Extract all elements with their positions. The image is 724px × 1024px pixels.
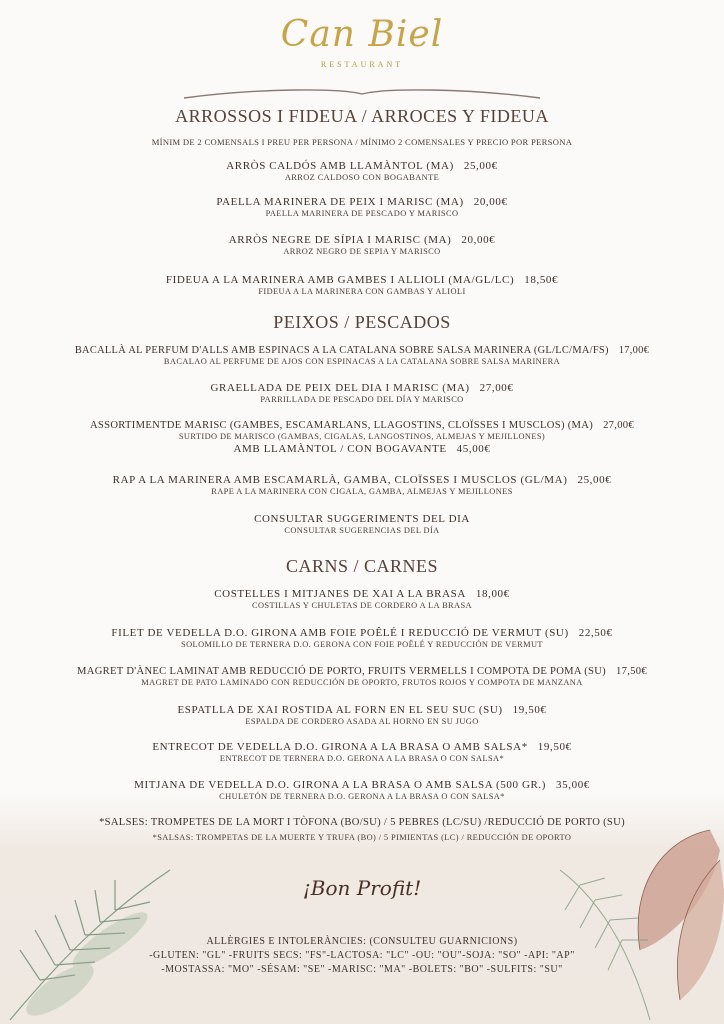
menu-item	[0, 382, 724, 404]
allergens-line-2: -MOSTASSA: "MO" -SÉSAM: "SE" -MARISC: "MA" -BOLETS: "BO" -SULFITS: "SU"	[161, 964, 563, 975]
item-description: SURTIDO DE MARISCO (GAMBAS, CIGALAS, LANGOSTINOS, ALMEJAS Y MEJILLONES)	[178, 432, 546, 441]
item-price: 17,00€	[618, 345, 650, 356]
item-extra-name: AMB LLAMÀNTOL / CON BOGAVANTE	[233, 443, 447, 455]
item-name: ARRÒS NEGRE DE SÍPIA I MARISC (MA)	[228, 234, 452, 246]
item-description: ARROZ CALDOSO CON BOGABANTE	[284, 173, 440, 182]
sauces-catalan: *SALSES: TROMPETES DE LA MORT I TÒFONA (BO/SU) / 5 PEBRES (LC/SU) /REDUCCIÓ DE PORTO (SU)	[99, 817, 625, 828]
item-description: CONSULTAR SUGERENCIAS DEL DÍA	[284, 526, 440, 535]
item-name: FIDEUA A LA MARINERA AMB GAMBES I ALLIOLI (MA/GL/LC)	[165, 274, 515, 286]
logo-wordmark: Can Biel	[280, 14, 444, 55]
menu-item	[0, 345, 724, 366]
section-title-fish: PEIXOS / PESCADOS	[273, 312, 451, 332]
item-price: 27,00€	[479, 382, 514, 394]
item-price: 18,00€	[475, 588, 510, 600]
section-title-meat: CARNS / CARNES	[285, 556, 439, 576]
item-name: MITJANA DE VEDELLA D.O. GIRONA A LA BRASA O AMB SALSA (500 GR.)	[134, 779, 547, 791]
item-description: ARROZ NEGRO DE SEPIA Y MARISCO	[283, 247, 441, 256]
menu-item	[0, 160, 724, 182]
menu-item	[0, 474, 724, 496]
item-name: ARRÒS CALDÓS AMB LLAMÀNTOL (MA)	[226, 160, 454, 172]
menu-item	[0, 588, 724, 610]
item-extra-price: 45,00€	[456, 443, 491, 455]
item-description: BACALAO AL PERFUME DE AJOS CON ESPINACAS A LA CATALANA SOBRE SALSA MARINERA	[163, 357, 561, 366]
item-name: ASSORTIMENTDE MARISC (GAMBES, ESCAMARLANS, LLAGOSTINS, CLOÏSSES I MUSCLOS) (MA)	[89, 420, 594, 431]
menu-item	[0, 741, 724, 763]
bon-profit-script: ¡Bon Profit!	[302, 876, 422, 900]
palm-leaf-left-icon	[0, 830, 200, 1024]
item-description: FIDEUA A LA MARINERA CON GAMBAS Y ALIOLI	[258, 287, 466, 296]
item-price: 17,50€	[616, 666, 647, 677]
item-description: MAGRET DE PATO LAMINADO CON REDUCCIÓN DE OPORTO, FRUTOS ROJOS Y COMPOTA DE MANZANA	[141, 678, 583, 687]
item-name: FILET DE VEDELLA D.O. GIRONA AMB FOIE POÊLÉ I REDUCCIÓ DE VERMUT (SU)	[111, 627, 569, 639]
item-description: ENTRECOT DE TERNERA D.O. GERONA A LA BRASA O CON SALSA*	[219, 754, 505, 763]
menu-item	[0, 779, 724, 801]
item-description: PARRILLADA DE PESCADO DEL DÍA Y MARISCO	[260, 395, 464, 404]
allergens-line-1: -GLUTEN: "GL" -FRUITS SECS: "FS"-LACTOSA: "LC" -OU: "OU"-SOJA: "SO" -API: "AP"	[149, 950, 575, 961]
item-price: 20,00€	[461, 234, 496, 246]
item-description: PAELLA MARINERA DE PESCADO Y MARISCO	[265, 209, 459, 218]
item-name: ESPATLLA DE XAI ROSTIDA AL FORN EN EL SEU SUC (SU)	[177, 704, 503, 716]
item-name: RAP A LA MARINERA AMB ESCAMARLÀ, GAMBA, CLOÏSSES I MUSCLOS (GL/MA)	[112, 474, 568, 486]
item-price: 27,00€	[603, 420, 634, 431]
item-price: 25,00€	[463, 160, 498, 172]
menu-item	[0, 420, 724, 455]
item-price: 19,50€	[512, 704, 547, 716]
menu-item	[0, 666, 724, 687]
section-title-rice: ARROSSOS I FIDEUA / ARROCES Y FIDEUA	[175, 106, 549, 126]
menu-item	[0, 274, 724, 296]
item-price: 18,50€	[524, 274, 559, 286]
menu-item	[0, 627, 724, 649]
sauces-spanish: *SALSAS: TROMPETAS DE LA MUERTE Y TRUFA (BO) / 5 PIMIENTAS (LC) / REDUCCIÓN DE OPORTO	[152, 833, 572, 842]
item-description: SOLOMILLO DE TERNERA D.O. GERONA CON FOIE POÊLÉ Y REDUCCIÓN DE VERMUT	[181, 640, 543, 649]
item-description: CHULETÓN DE TERNERA D.O. GERONA A LA BRASA O CON SALSA*	[219, 792, 505, 801]
item-price: 20,00€	[473, 196, 508, 208]
item-name: MAGRET D'ÀNEC LAMINAT AMB REDUCCIÓ DE PORTO, FRUITS VERMELLS I COMPOTA DE POMA (SU)	[77, 666, 607, 677]
ornament-swash-icon	[180, 86, 544, 102]
item-description: ESPALDA DE CORDERO ASADA AL HORNO EN SU JUGO	[245, 717, 479, 726]
item-name: PAELLA MARINERA DE PEIX I MARISC (MA)	[216, 196, 464, 208]
restaurant-logo	[0, 6, 724, 69]
menu-item	[0, 704, 724, 726]
item-description: COSTILLAS Y CHULETAS DE CORDERO A LA BRASA	[251, 601, 472, 610]
item-name: ENTRECOT DE VEDELLA D.O. GIRONA A LA BRASA O AMB SALSA*	[152, 741, 528, 753]
item-name: BACALLÀ AL PERFUM D'ALLS AMB ESPINACS A LA CATALANA SOBRE SALSA MARINERA (GL/LC/MA/FS)	[74, 345, 609, 356]
allergens-title: ALLÈRGIES E INTOLERÀNCIES: (CONSULTEU GUARNICIONS)	[206, 936, 518, 947]
item-name: CONSULTAR SUGGERIMENTS DEL DIA	[254, 513, 470, 525]
menu-item	[0, 196, 724, 218]
logo-subtitle: RESTAURANT	[320, 60, 404, 69]
item-price: 25,00€	[577, 474, 612, 486]
item-name: GRAELLADA DE PEIX DEL DIA I MARISC (MA)	[210, 382, 470, 394]
item-price: 35,00€	[556, 779, 590, 791]
menu-item	[0, 513, 724, 535]
section-note-rice: MÍNIM DE 2 COMENSALS I PREU PER PERSONA / MÍNIMO 2 COMENSALES Y PRECIO POR PERSONA	[151, 137, 573, 147]
item-description: RAPE A LA MARINERA CON CIGALA, GAMBA, ALMEJAS Y MEJILLONES	[211, 487, 513, 496]
item-price: 22,50€	[578, 627, 613, 639]
item-name: COSTELLES I MITJANES DE XAI A LA BRASA	[214, 588, 466, 600]
menu-item	[0, 234, 724, 256]
item-price: 19,50€	[537, 741, 572, 753]
